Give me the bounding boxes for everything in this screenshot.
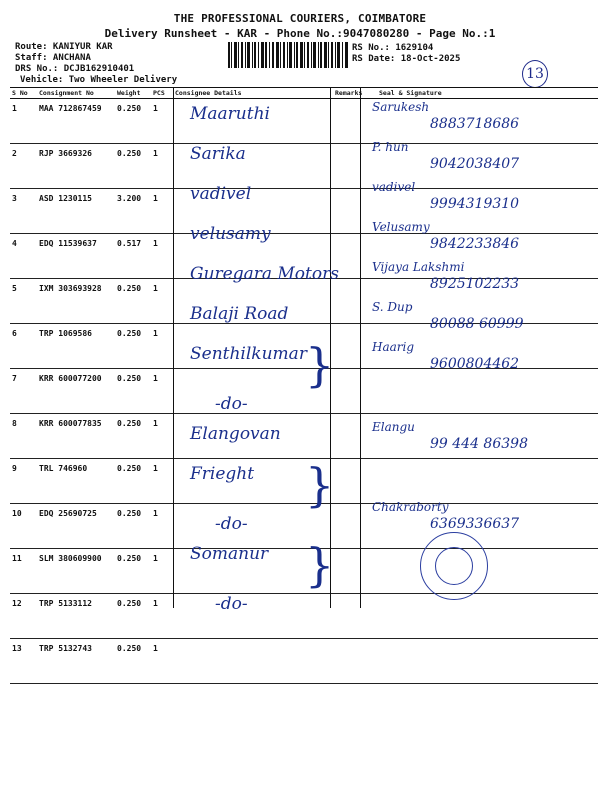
table-row [10,594,598,639]
row-weight: 0.250 [115,414,151,459]
row-remarks-cell [333,414,377,459]
row-pcs: 1 [151,459,173,504]
row-seal-cell [377,459,598,504]
stamp-inner-ring [435,547,473,585]
row-weight: 0.250 [115,459,151,504]
row-remarks-cell [333,594,377,639]
handwritten-signature: Haarig [372,340,415,354]
row-weight: 3.200 [115,189,151,234]
rule-seal-left [360,88,361,608]
handwritten-signature: Velusamy [372,220,430,234]
row-sno: 13 [10,639,37,684]
row-sno: 8 [10,414,37,459]
handwritten-phone: 99 444 86398 [430,436,528,452]
barcode [228,42,348,68]
page-mark-circled: 13 [522,60,548,88]
rule-consignee-left [173,88,174,608]
handwritten-consignee: Somanur [190,544,269,564]
row-consignment: EDQ 11539637 [37,234,115,279]
row-pcs: 1 [151,99,173,144]
row-remarks-cell [333,639,377,684]
vehicle-label: Vehicle: Two Wheeler Delivery [20,75,178,85]
row-sno: 1 [10,99,37,144]
row-sno: 11 [10,549,37,594]
col-seal: Seal & Signature [377,88,598,99]
handwritten-phone: 9842233846 [430,236,520,252]
handwritten-consignee: Senthilkumar [190,344,307,364]
row-remarks-cell [333,459,377,504]
runsheet-subtitle: Delivery Runsheet - KAR - Phone No.:9047080280 - Page No.:1 [104,27,496,40]
row-remarks-cell [333,549,377,594]
row-sno: 4 [10,234,37,279]
row-remarks-cell [333,99,377,144]
handwritten-signature: Chakraborty [372,500,449,514]
row-pcs: 1 [151,504,173,549]
row-pcs: 1 [151,189,173,234]
handwritten-consignee: Frieght [190,464,255,484]
handwritten-phone: 9600804462 [430,356,520,372]
row-remarks-cell [333,144,377,189]
row-remarks-cell [333,369,377,414]
handwritten-signature: vadivel [372,180,416,194]
row-sno: 3 [10,189,37,234]
row-consignment: TRP 5132743 [37,639,115,684]
row-sno: 7 [10,369,37,414]
row-remarks-cell [333,279,377,324]
table-row [10,639,598,684]
row-remarks-cell [333,324,377,369]
row-sno: 9 [10,459,37,504]
handwritten-signature: Sarukesh [372,100,430,114]
handwritten-phone: 9042038407 [430,156,520,172]
table-row [10,549,598,594]
row-remarks-cell [333,234,377,279]
row-consignment: TRP 1069586 [37,324,115,369]
row-pcs: 1 [151,594,173,639]
row-consignment: IXM 303693928 [37,279,115,324]
row-sno: 10 [10,504,37,549]
row-pcs: 1 [151,414,173,459]
col-weight: Weight [115,88,151,99]
brace-rows-10-11: } [305,458,335,512]
handwritten-consignee: -do- [215,394,248,414]
handwritten-consignee: Guregara Motors [190,264,339,284]
handwritten-signature: S. Dup [372,300,413,314]
row-remarks-cell [333,189,377,234]
row-weight: 0.250 [115,594,151,639]
col-consignee: Consignee Details [173,88,333,99]
row-consignment: ASD 1230115 [37,189,115,234]
handwritten-phone: 8883718686 [430,116,520,132]
col-pcs: PCS [151,88,173,99]
row-pcs: 1 [151,144,173,189]
row-weight: 0.250 [115,639,151,684]
handwritten-consignee: -do- [215,594,248,614]
row-weight: 0.250 [115,324,151,369]
company-seal-stamp [420,532,488,600]
handwritten-phone: 6369336637 [430,516,520,532]
col-consignment: Consignment No [37,88,115,99]
handwritten-consignee: Elangovan [190,424,281,444]
row-weight: 0.250 [115,504,151,549]
row-pcs: 1 [151,324,173,369]
row-consignment: EDQ 25690725 [37,504,115,549]
row-weight: 0.250 [115,369,151,414]
row-pcs: 1 [151,279,173,324]
handwritten-phone: 9994319310 [430,196,520,212]
handwritten-signature: Vijaya Lakshmi [372,260,465,274]
row-consignment: MAA 712867459 [37,99,115,144]
company-title: THE PROFESSIONAL COURIERS, COIMBATORE [173,12,427,25]
row-consignment: TRP 5133112 [37,594,115,639]
row-consignee-cell [173,639,333,684]
handwritten-consignee: Balaji Road [190,304,289,324]
row-pcs: 1 [151,639,173,684]
handwritten-consignee: vadivel [190,184,252,204]
row-pcs: 1 [151,369,173,414]
row-consignment: TRL 746960 [37,459,115,504]
row-weight: 0.250 [115,144,151,189]
handwritten-consignee: Sarika [190,144,246,164]
runsheet-table [10,87,598,684]
handwritten-consignee: velusamy [190,224,271,244]
route-label: Route: KANIYUR KAR [15,42,113,52]
table-row [10,459,598,504]
brace-rows-7-8: } [305,338,335,392]
drs-label: DRS No.: DCJB162910401 [15,64,135,74]
col-remarks: Remarks [333,88,377,99]
col-sno: S No [10,88,37,99]
row-remarks-cell [333,504,377,549]
table-header-row [10,88,598,99]
row-seal-cell [377,369,598,414]
handwritten-signature: P. hun [372,140,409,154]
rs-number: RS No.: 1629104 [352,43,434,53]
row-consignment: SLM 380609900 [37,549,115,594]
row-seal-cell [377,639,598,684]
row-pcs: 1 [151,549,173,594]
row-consignment: KRR 600077835 [37,414,115,459]
table-row [10,369,598,414]
row-pcs: 1 [151,234,173,279]
row-weight: 0.517 [115,234,151,279]
row-weight: 0.250 [115,279,151,324]
row-sno: 2 [10,144,37,189]
brace-rows-12-13: } [305,538,335,592]
rs-date: RS Date: 18-Oct-2025 [352,54,461,64]
row-seal-cell [377,594,598,639]
row-sno: 6 [10,324,37,369]
handwritten-consignee: -do- [215,514,248,534]
handwritten-signature: Elangu [372,420,415,434]
row-consignment: RJP 3669326 [37,144,115,189]
row-sno: 12 [10,594,37,639]
row-consignment: KRR 600077200 [37,369,115,414]
row-weight: 0.250 [115,549,151,594]
handwritten-phone: 80088 60999 [430,316,524,332]
row-sno: 5 [10,279,37,324]
row-weight: 0.250 [115,99,151,144]
staff-label: Staff: ANCHANA [15,53,91,63]
handwritten-phone: 8925102233 [430,276,520,292]
row-consignee-cell [173,594,333,639]
handwritten-consignee: Maaruthi [190,104,270,124]
